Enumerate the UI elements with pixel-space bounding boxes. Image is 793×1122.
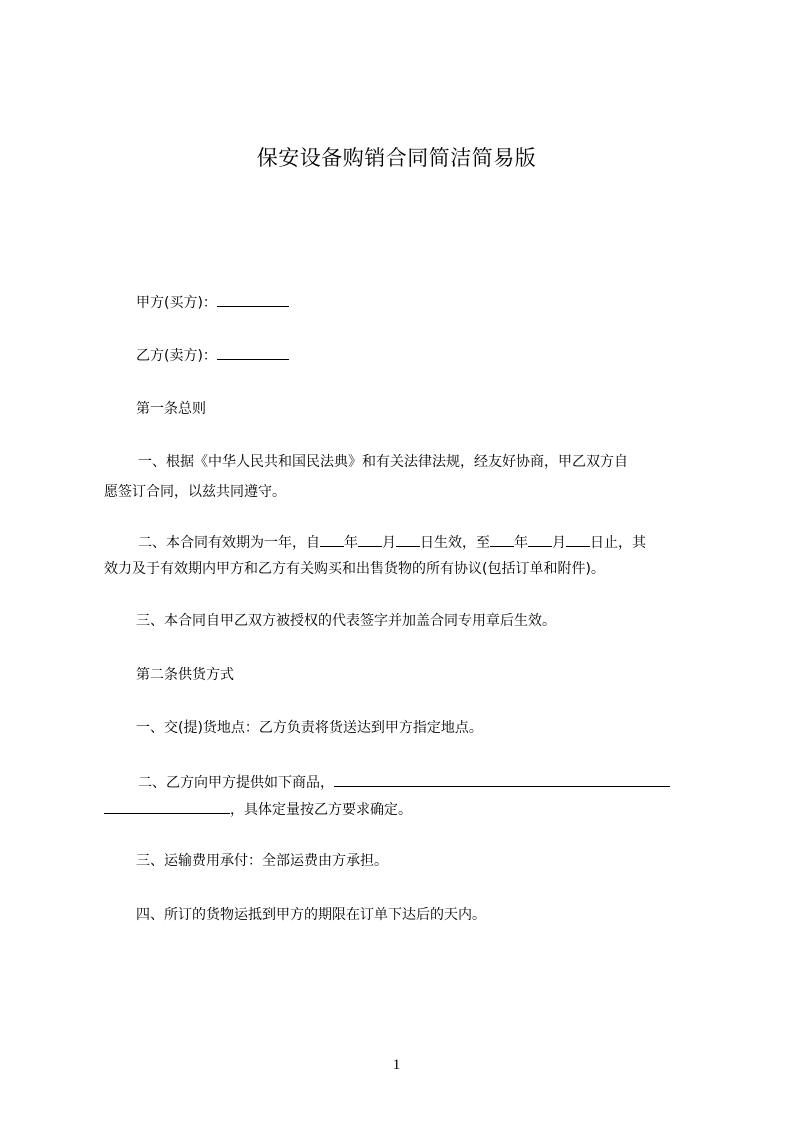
a2-p4: 四、所订的货物运抵到甲方的期限在订单下达后的天内。 [136,907,486,923]
party-b-blank[interactable] [217,346,289,360]
a1-p2-month1: 月 [382,535,396,551]
a2-p2-line2 [104,800,702,819]
party-b-label: 乙方(卖方)： [136,348,217,364]
end-month-blank[interactable] [528,533,552,547]
a1-p2-day2: 日止，其 [590,535,646,551]
start-day-blank[interactable] [396,533,420,547]
end-day-blank[interactable] [566,533,590,547]
document-title: 保安设备购销合同简洁简易版 [256,146,537,170]
a1-p2-month2: 月 [552,535,566,551]
party-b-line [136,346,734,365]
a2-p2-suffix: ，具体定量按乙方要求确定。 [230,802,412,818]
party-a-label: 甲方(买方)： [136,295,217,311]
page-number: 1 [392,1057,401,1073]
a1-p2-year2: 年 [514,535,528,551]
a1-p2-line1 [138,533,736,552]
article1-heading: 第一条总则 [136,401,206,417]
a2-p3: 三、运输费用承付：全部运费由方承担。 [136,853,388,869]
party-a-blank[interactable] [217,293,289,307]
a2-p2-line1 [138,773,736,792]
start-year-blank[interactable] [320,533,344,547]
party-a-line [136,293,734,312]
a1-p3: 三、本合同自甲乙双方被授权的代表签字并加盖合同专用章后生效。 [136,613,556,629]
article2-heading: 第二条供货方式 [136,667,234,683]
start-month-blank[interactable] [358,533,382,547]
a2-p2-prefix: 二、乙方向甲方提供如下商品， [138,775,334,791]
a1-p2-line2: 效力及于有效期内甲方和乙方有关购买和出售货物的所有协议(包括订单和附件)。 [104,561,605,577]
a1-p2-year1: 年 [344,535,358,551]
goods-blank-1[interactable] [334,773,670,787]
a1-p1-line2: 愿签订合同，以兹共同遵守。 [104,484,286,500]
goods-blank-2[interactable] [104,800,230,814]
a1-p2-day1: 日生效，至 [420,535,490,551]
a1-p2-prefix: 二、本合同有效期为一年，自 [138,535,320,551]
a1-p1-line1: 一、根据《中华人民共和国民法典》和有关法律法规，经友好协商，甲乙双方自 [138,454,628,470]
end-year-blank[interactable] [490,533,514,547]
a2-p1: 一、交(提)货地点：乙方负责将货送达到甲方指定地点。 [136,720,483,736]
